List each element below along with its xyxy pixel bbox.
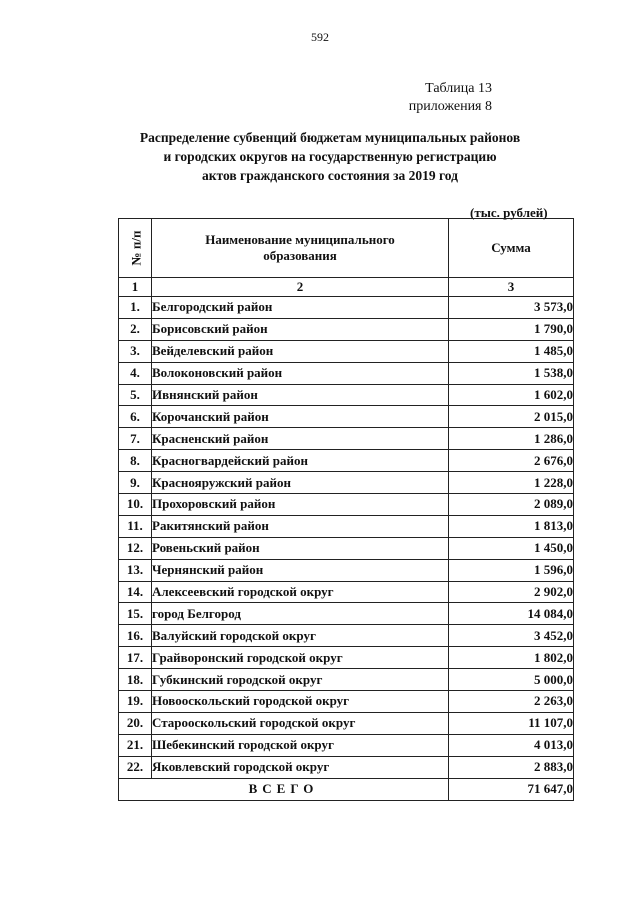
- row-number: 5.: [119, 384, 152, 406]
- total-row: [119, 778, 574, 800]
- row-name: Борисовский район: [152, 318, 449, 340]
- row-number: 1.: [119, 297, 152, 319]
- row-name: Чернянский район: [152, 559, 449, 581]
- row-number: 15.: [119, 603, 152, 625]
- row-name: Губкинский городской округ: [152, 669, 449, 691]
- title-line: актов гражданского состояния за 2019 год: [202, 168, 458, 183]
- row-amount: 3 452,0: [449, 625, 574, 647]
- row-number: 6.: [119, 406, 152, 428]
- row-amount: 3 573,0: [449, 297, 574, 319]
- row-name: Волоконовский район: [152, 362, 449, 384]
- row-amount: 5 000,0: [449, 669, 574, 691]
- row-name: Ракитянский район: [152, 515, 449, 537]
- row-name: Яковлевский городской округ: [152, 756, 449, 778]
- row-amount: 2 902,0: [449, 581, 574, 603]
- row-amount: 1 802,0: [449, 647, 574, 669]
- table-row: [119, 384, 574, 406]
- header-number-label: № п/п: [128, 230, 144, 266]
- row-number: 20.: [119, 712, 152, 734]
- column-number: 1: [119, 278, 152, 297]
- row-name: Алексеевский городской округ: [152, 581, 449, 603]
- units-label: (тыс. рублей): [470, 205, 548, 220]
- row-amount: 2 015,0: [449, 406, 574, 428]
- table-row: [119, 515, 574, 537]
- row-name: Шебекинский городской округ: [152, 734, 449, 756]
- row-amount: 2 883,0: [449, 756, 574, 778]
- table-row: [119, 340, 574, 362]
- row-number: 7.: [119, 428, 152, 450]
- row-number: 19.: [119, 691, 152, 713]
- table-row: [119, 494, 574, 516]
- row-name: Красненский район: [152, 428, 449, 450]
- row-number: 18.: [119, 669, 152, 691]
- table-row: [119, 691, 574, 713]
- row-amount: 1 596,0: [449, 559, 574, 581]
- row-amount: 4 013,0: [449, 734, 574, 756]
- row-number: 14.: [119, 581, 152, 603]
- table-row: [119, 625, 574, 647]
- table-row: [119, 712, 574, 734]
- header-name-label: Наименование муниципального образования: [205, 232, 395, 263]
- row-amount: 1 602,0: [449, 384, 574, 406]
- row-name: Ровеньский район: [152, 537, 449, 559]
- table-row: [119, 756, 574, 778]
- row-name: Вейделевский район: [152, 340, 449, 362]
- table-reference: Таблица 13: [425, 81, 492, 96]
- row-number: 21.: [119, 734, 152, 756]
- row-number: 4.: [119, 362, 152, 384]
- row-amount: 1 538,0: [449, 362, 574, 384]
- row-name: Прохоровский район: [152, 494, 449, 516]
- table-row: [119, 559, 574, 581]
- row-number: 16.: [119, 625, 152, 647]
- row-amount: 11 107,0: [449, 712, 574, 734]
- row-name: Красногвардейский район: [152, 450, 449, 472]
- column-number: 2: [152, 278, 449, 297]
- row-number: 2.: [119, 318, 152, 340]
- header-name: [152, 219, 449, 278]
- table-row: [119, 297, 574, 319]
- row-name: Валуйский городской округ: [152, 625, 449, 647]
- row-number: 22.: [119, 756, 152, 778]
- row-amount: 2 263,0: [449, 691, 574, 713]
- table-row: [119, 647, 574, 669]
- row-name: Корочанский район: [152, 406, 449, 428]
- row-name: Старооскольский городской округ: [152, 712, 449, 734]
- row-number: 12.: [119, 537, 152, 559]
- row-number: 9.: [119, 472, 152, 494]
- row-amount: 14 084,0: [449, 603, 574, 625]
- document-title: [100, 128, 560, 185]
- total-label: ВСЕГО: [119, 778, 449, 800]
- row-name: Грайворонский городской округ: [152, 647, 449, 669]
- row-amount: 1 228,0: [449, 472, 574, 494]
- row-number: 13.: [119, 559, 152, 581]
- row-name: Краснояружский район: [152, 472, 449, 494]
- table-row: [119, 472, 574, 494]
- table-row: [119, 669, 574, 691]
- subvention-table: [118, 218, 574, 801]
- row-amount: 1 286,0: [449, 428, 574, 450]
- row-number: 8.: [119, 450, 152, 472]
- row-name: Ивнянский район: [152, 384, 449, 406]
- row-name: Белгородский район: [152, 297, 449, 319]
- table-row: [119, 603, 574, 625]
- row-number: 3.: [119, 340, 152, 362]
- row-amount: 1 485,0: [449, 340, 574, 362]
- appendix-reference: приложения 8: [408, 99, 492, 114]
- table-row: [119, 428, 574, 450]
- header-row: [119, 219, 574, 278]
- row-number: 17.: [119, 647, 152, 669]
- row-amount: 1 450,0: [449, 537, 574, 559]
- row-amount: 2 676,0: [449, 450, 574, 472]
- header-amount: Сумма: [449, 219, 574, 278]
- page-number: 592: [311, 30, 329, 44]
- title-line: Распределение субвенций бюджетам муниципальных районов: [139, 130, 521, 145]
- table-row: [119, 734, 574, 756]
- header-number: [119, 219, 152, 278]
- row-amount: 1 813,0: [449, 515, 574, 537]
- title-line: и городских округов на государственную регистрацию: [163, 149, 497, 164]
- row-number: 11.: [119, 515, 152, 537]
- table-row: [119, 406, 574, 428]
- column-number: 3: [449, 278, 574, 297]
- row-amount: 2 089,0: [449, 494, 574, 516]
- table-row: [119, 581, 574, 603]
- row-name: Новооскольский городской округ: [152, 691, 449, 713]
- table-row: [119, 537, 574, 559]
- table-row: [119, 450, 574, 472]
- column-number-row: [119, 278, 574, 297]
- table-row: [119, 362, 574, 384]
- table-row: [119, 318, 574, 340]
- total-amount: 71 647,0: [449, 778, 574, 800]
- row-number: 10.: [119, 494, 152, 516]
- row-name: город Белгород: [152, 603, 449, 625]
- row-amount: 1 790,0: [449, 318, 574, 340]
